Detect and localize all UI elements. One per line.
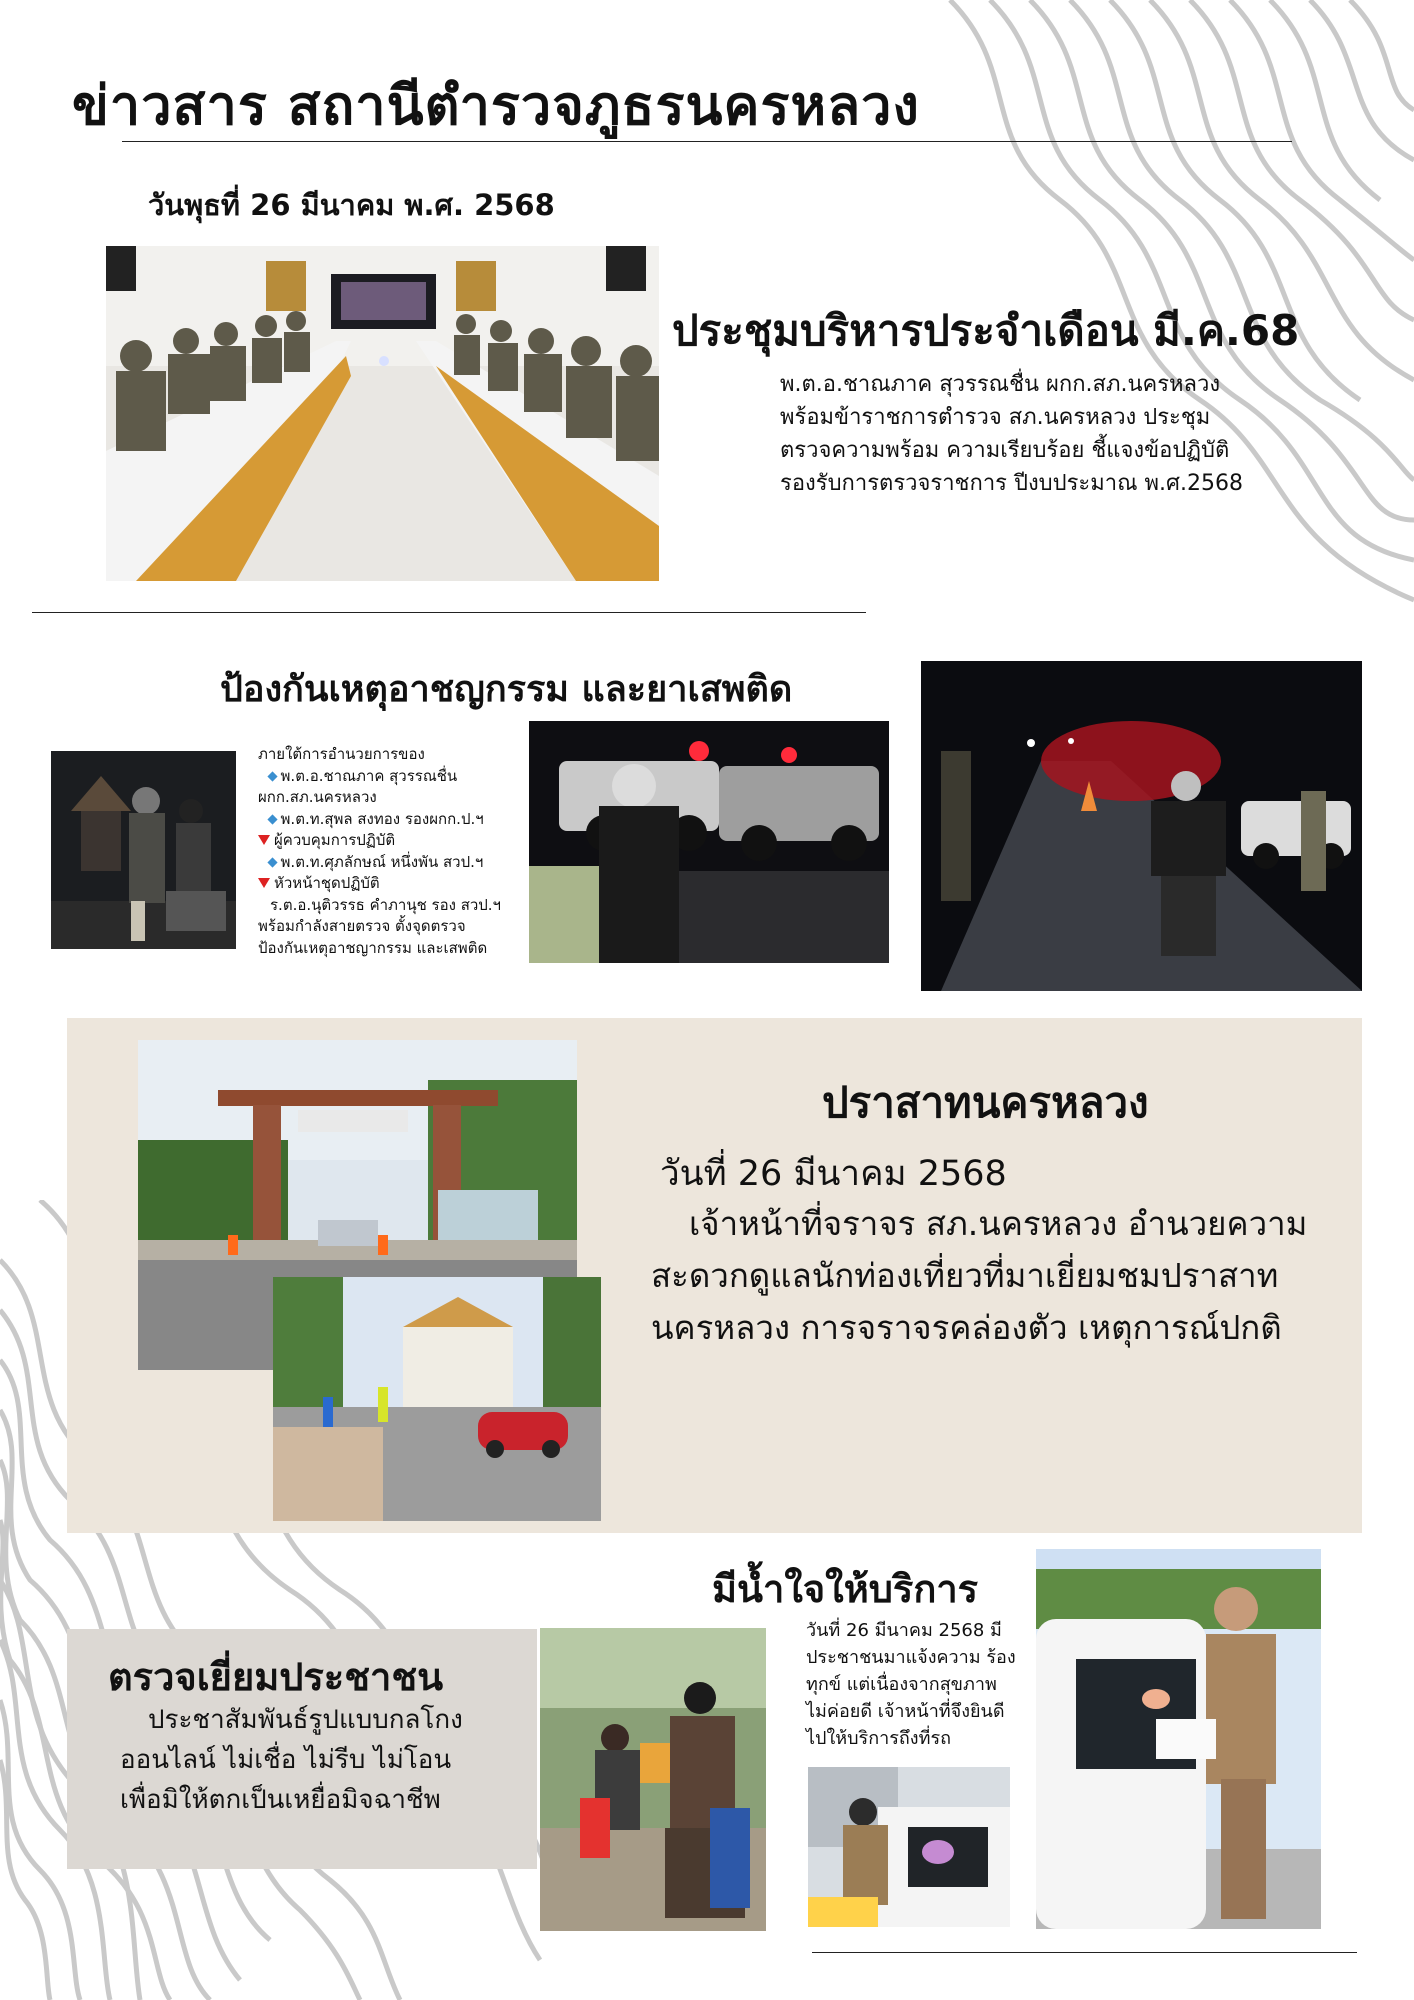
palace-body — [651, 1198, 1307, 1354]
diamond-bullet-icon — [267, 771, 277, 781]
prevention-task-1: พร้อมกำลังสายตรวจ ตั้งจุดตรวจ — [258, 917, 466, 935]
palace-heading: ปราสาทนครหลวง — [822, 1078, 1149, 1127]
prevention-intro: ภายใต้การอำนวยการของ — [258, 745, 425, 763]
service-line: ทุกข์ แต่เนื่องจากสุขภาพ — [806, 1674, 997, 1695]
meeting-heading: ประชุมบริหารประจำเดือน มี.ค.68 — [672, 306, 1300, 355]
citizen-visit-photo — [540, 1628, 766, 1931]
section-divider — [32, 612, 866, 613]
palace-line: สะดวกดูแลนักท่องเที่ยวที่มาเยี่ยมชมปราสาท — [651, 1256, 1279, 1295]
meeting-line: ตรวจความพร้อม ความเรียบร้อย ชี้แจงข้อปฏิบัติ — [780, 438, 1230, 463]
commander-2: พ.ต.ท.สุพล สงทอง รองผกก.ป.ฯ — [280, 809, 484, 828]
service-line: ไม่ค่อยดี เจ้าหน้าที่จึงยินดี — [806, 1701, 1005, 1722]
news-date: วันพุธที่ 26 มีนาคม พ.ศ. 2568 — [148, 188, 555, 222]
palace-date: วันที่ 26 มีนาคม 2568 — [660, 1154, 1007, 1194]
visit-body — [120, 1700, 463, 1820]
page-title: ข่าวสาร สถานีตำรวจภูธรนครหลวง — [72, 74, 920, 137]
supervisor: พ.ต.ท.ศุภลักษณ์ หนึ่งพัน สวป.ฯ — [280, 852, 484, 871]
command-row — [258, 809, 501, 831]
supervisor-label: ผู้ควบคุมการปฏิบัติ — [274, 831, 396, 849]
leader: ร.ต.อ.นุติวรรธ คำภานุช รอง สวป.ฯ — [270, 895, 501, 914]
command-row — [258, 766, 501, 788]
meeting-body — [780, 368, 1243, 500]
checkpoint-photo-2 — [529, 721, 889, 963]
meeting-line: พ.ต.อ.ชาณภาค สุวรรณชื่น ผกก.สภ.นครหลวง — [780, 372, 1221, 397]
diamond-bullet-icon — [267, 814, 277, 824]
service-body — [806, 1617, 1016, 1752]
leader-label: หัวหน้าชุดปฏิบัติ — [274, 874, 380, 892]
visit-line: ประชาสัมพันธ์รูปแบบกลโกง — [148, 1705, 463, 1735]
supervisor-row — [258, 852, 501, 874]
checkpoint-photo-3 — [921, 661, 1362, 991]
palace-road-photo — [273, 1277, 601, 1521]
bottom-divider — [812, 1952, 1357, 1953]
triangle-bullet-icon — [258, 878, 270, 888]
supervisor-label-row — [258, 830, 501, 852]
visit-line: ออนไลน์ ไม่เชื่อ ไม่รีบ ไม่โอน — [120, 1745, 452, 1775]
service-heading: มีน้ำใจให้บริการ — [712, 1567, 979, 1611]
service-line: วันที่ 26 มีนาคม 2568 มี — [806, 1620, 1002, 1641]
triangle-bullet-icon — [258, 835, 270, 845]
meeting-room-photo — [106, 246, 659, 581]
meeting-line: รองรับการตรวจราชการ ปีงบประมาณ พ.ศ.2568 — [780, 471, 1243, 496]
title-divider — [122, 141, 1292, 142]
service-car-photo-large — [1036, 1549, 1321, 1929]
prevention-details — [258, 744, 501, 959]
meeting-line: พร้อมข้าราชการตำรวจ สภ.นครหลวง ประชุม — [780, 405, 1211, 430]
diamond-bullet-icon — [267, 857, 277, 867]
checkpoint-photo-1 — [51, 751, 236, 949]
commander-1: พ.ต.อ.ชาณภาค สุวรรณชื่น — [280, 766, 458, 785]
service-car-photo-small — [808, 1767, 1010, 1927]
visit-heading: ตรวจเยี่ยมประชาชน — [108, 1655, 444, 1699]
service-line: ไปให้บริการถึงที่รถ — [806, 1728, 952, 1749]
leader-label-row — [258, 873, 501, 895]
visit-line: เพื่อมิให้ตกเป็นเหยื่อมิจฉาชีพ — [120, 1785, 441, 1815]
service-line: ประชาชนมาแจ้งความ ร้อง — [806, 1647, 1016, 1668]
prevention-task-2: ป้องกันเหตุอาชญากรรม และเสพติด — [258, 938, 488, 957]
palace-line: เจ้าหน้าที่จราจร สภ.นครหลวง อำนวยความ — [689, 1204, 1308, 1243]
prevention-heading: ป้องกันเหตุอาชญกรรม และยาเสพติด — [220, 669, 793, 710]
commander-1-position: ผกก.สภ.นครหลวง — [258, 788, 377, 806]
palace-line: นครหลวง การจราจรคล่องตัว เหตุการณ์ปกติ — [651, 1308, 1282, 1347]
